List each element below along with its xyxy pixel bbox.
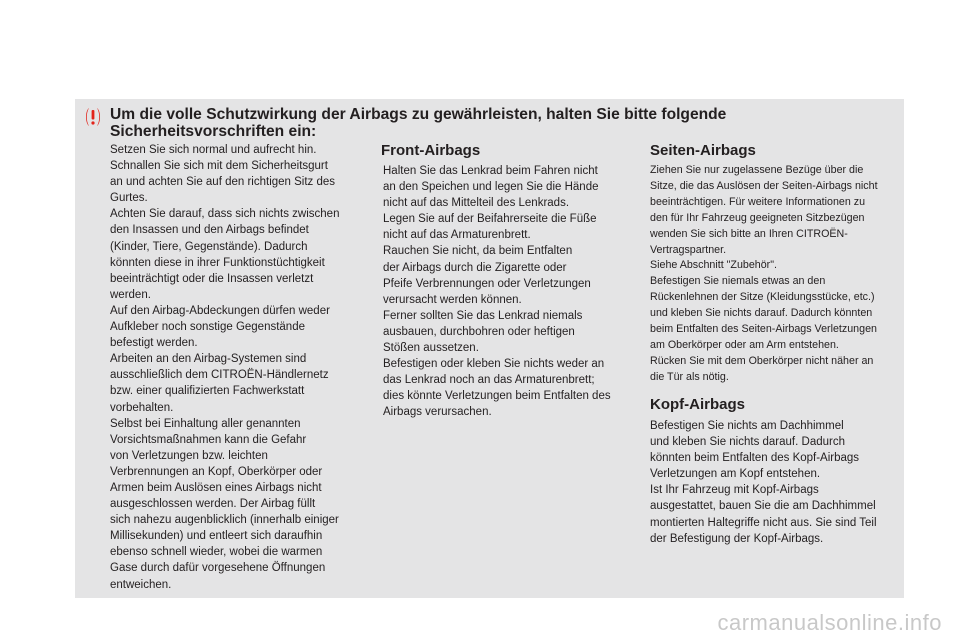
head-airbags-title: Kopf-Airbags (650, 396, 745, 413)
general-instructions (110, 142, 372, 593)
head-airbags-section (650, 418, 905, 547)
section-heading: Um die volle Schutzwirkung der Airbags zu gewährleisten, halten Sie bitte folgende Sicherheitsvorschriften ein: (110, 106, 727, 140)
head-airbags-text: Befestigen Sie nichts am Dachhimmel und kleben Sie nichts darauf. Dadurch könnten beim Entfalten des Kopf-Airbags Verletzungen am Kopf entstehen. Ist Ihr Fahrzeug mit Kopf-Airbags ausgestattet, bauen Sie die am Dachhimmel montierten Haltegriffe nicht aus. Sie sind Teil der Befestigung der Kopf-Airbags. (650, 420, 877, 545)
front-airbags-section (383, 163, 645, 421)
general-text: Setzen Sie sich normal und aufrecht hin. Schnallen Sie sich mit dem Sicherheitsgurt an und achten Sie auf den richtigen Sitz des Gurtes. Achten Sie darauf, dass sich nichts zwischen den Insassen und den Airbags befindet (Kinder, Tiere, Gegenstände). Dadurch könnten diese in ihrer Funktionstüchtigkeit beeinträchtigt oder die Insassen verletzt werden. Auf den Airbag-Abdeckungen dürfen weder Aufkleber noch sonstige Gegenstände befestigt werden. Arbeiten an den Airbag-Systemen sind ausschließlich dem CITROËN-Händlernetz bzw. einer qualifizierten Fachwerkstatt vorbehalten. Selbst bei Einhaltung aller genannten Vorsichtsmaßnahmen kann die Gefahr von Verletzungen bzw. leichten Verbrennungen an Kopf, Oberkörper oder Armen beim Auslösen eines Airbags nicht ausgeschlossen werden. Der Airbag füllt sich nahezu augenblicklich (innerhalb einiger Millisekunden) und entleert sich daraufhin ebenso schnell wieder, wobei die warmen Gase durch dafür vorgesehene Öffnungen entweichen. (110, 144, 340, 591)
warning-exclamation-icon (83, 107, 103, 127)
watermark: carmanualsonline.info (717, 610, 942, 635)
side-airbags-text: Ziehen Sie nur zugelassene Bezüge über die Sitze, die das Auslösen der Seiten-Airbags nicht beeinträchtigen. Für weitere Informationen zu den für Ihr Fahrzeug geeigneten Sitzbezügen wenden Sie sich bitte an Ihren CITROËN- Vertragspartner. Siehe Abschnitt "Zubehör". Befestigen Sie niemals etwas an den Rückenlehnen der Sitze (Kleidungsstücke, etc.) und kleben Sie nichts darauf. Dadurch könnten beim Entfalten des Seiten-Airbags Verletzungen am Oberkörper oder am Arm entstehen. Rücken Sie mit dem Oberkörper nicht näher an die Tür als nötig. (650, 164, 878, 383)
front-airbags-title: Front-Airbags (381, 142, 481, 159)
front-airbags-text: Halten Sie das Lenkrad beim Fahren nicht an den Speichen und legen Sie die Hände nicht auf das Mittelteil des Lenkrads. Legen Sie auf der Beifahrerseite die Füße nicht auf das Armaturenbrett. Rauchen Sie nicht, da beim Entfalten der Airbags durch die Zigarette oder Pfeife Verbrennungen oder Verletzungen verursacht werden können. Ferner sollten Sie das Lenkrad niemals ausbauen, durchbohren oder heftigen Stößen aussetzen. Befestigen oder kleben Sie nichts weder an das Lenkrad noch an das Armaturenbrett; dies könnte Verletzungen beim Entfalten des Airbags verursachen. (383, 165, 611, 419)
side-airbags-title: Seiten-Airbags (650, 142, 756, 159)
side-airbags-section (650, 163, 905, 386)
